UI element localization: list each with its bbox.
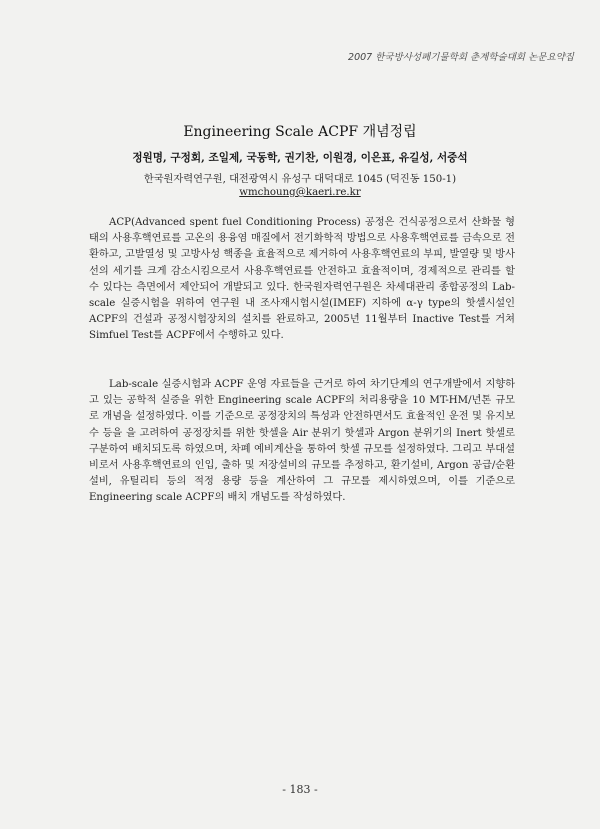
paper-title: Engineering Scale ACPF 개념정립	[183, 124, 417, 140]
page-number: - 183 -	[282, 783, 318, 796]
affiliation: 한국원자력연구원, 대전광역시 유성구 대덕대로 1045 (덕진동 150-1)	[143, 174, 457, 185]
author-list: 정원명, 구정회, 조일제, 국동학, 권기찬, 이원경, 이은표, 유길성, 서중석	[132, 152, 468, 164]
running-header: 2007 한국방사성폐기물학회 춘계학술대회 논문요약집	[348, 52, 574, 63]
contact-email	[0, 187, 600, 198]
email-address: wmchoung@kaeri.re.kr	[239, 187, 361, 198]
abstract-paragraph-2: Lab-scale 실증시험과 ACPF 운영 자료들을 근거로 하여 차기단계의 연구개발에서 지향하고 있는 공학적 실증을 위한 Engineering scale ACPF의 처리용량을 10 MT-HM/년톤 규모로 개념을 설정하였다. 이를 기준으로 공정장치의 특성과 안전하면서도 효율적인 운전 및 유지보수 등을 을 고려하여 공정장치를 위한 핫셀을 Air 분위기 핫셀과 Argon 분위기의 Inert 핫셀로 구분하여 배치되도록 하였으며, 차폐 예비계산을 통하여 핫셀 규모를 설정하였다. 그리고 부대설비로서 사용후핵연료의 인입, 출하 및 저장설비의 규모를 추정하고, 환기설비, Argon 공급/순환설비, 유틸리티 등의 적정 용량 등을 계산하여 그 규모를 제시하였으며, 이를 기준으로 Engineering scale ACPF의 배치 개념도를 작성하였다.	[89, 379, 515, 504]
abstract-paragraph-1: ACP(Advanced spent fuel Conditioning Process) 공정은 건식공정으로서 산화물 형태의 사용후핵연료를 고온의 용융염 매질에서 전기화학적 방법으로 사용후핵연료를 금속으로 전환하고, 고발열성 및 고방사성 핵종을 효율적으로 제거하여 사용후핵연료의 부피, 발열량 및 방사선의 세기를 크게 감소시킴으로서 사용후핵연료를 안전하고 효율적이며, 경제적으로 관리를 할 수 있다는 측면에서 제안되어 개발되고 있다. 한국원자력연구원은 차세대관리 종합공정의 Lab-scale 실증시험을 위하여 연구원 내 조사재시험시설(IMEF) 지하에 α-γ type의 핫셀시설인 ACPF의 건설과 공정시험장치의 설치를 완료하고, 2005년 11월부터 Inactive Test를 거쳐 Simfuel Test를 ACPF에서 수행하고 있다.	[89, 217, 515, 342]
